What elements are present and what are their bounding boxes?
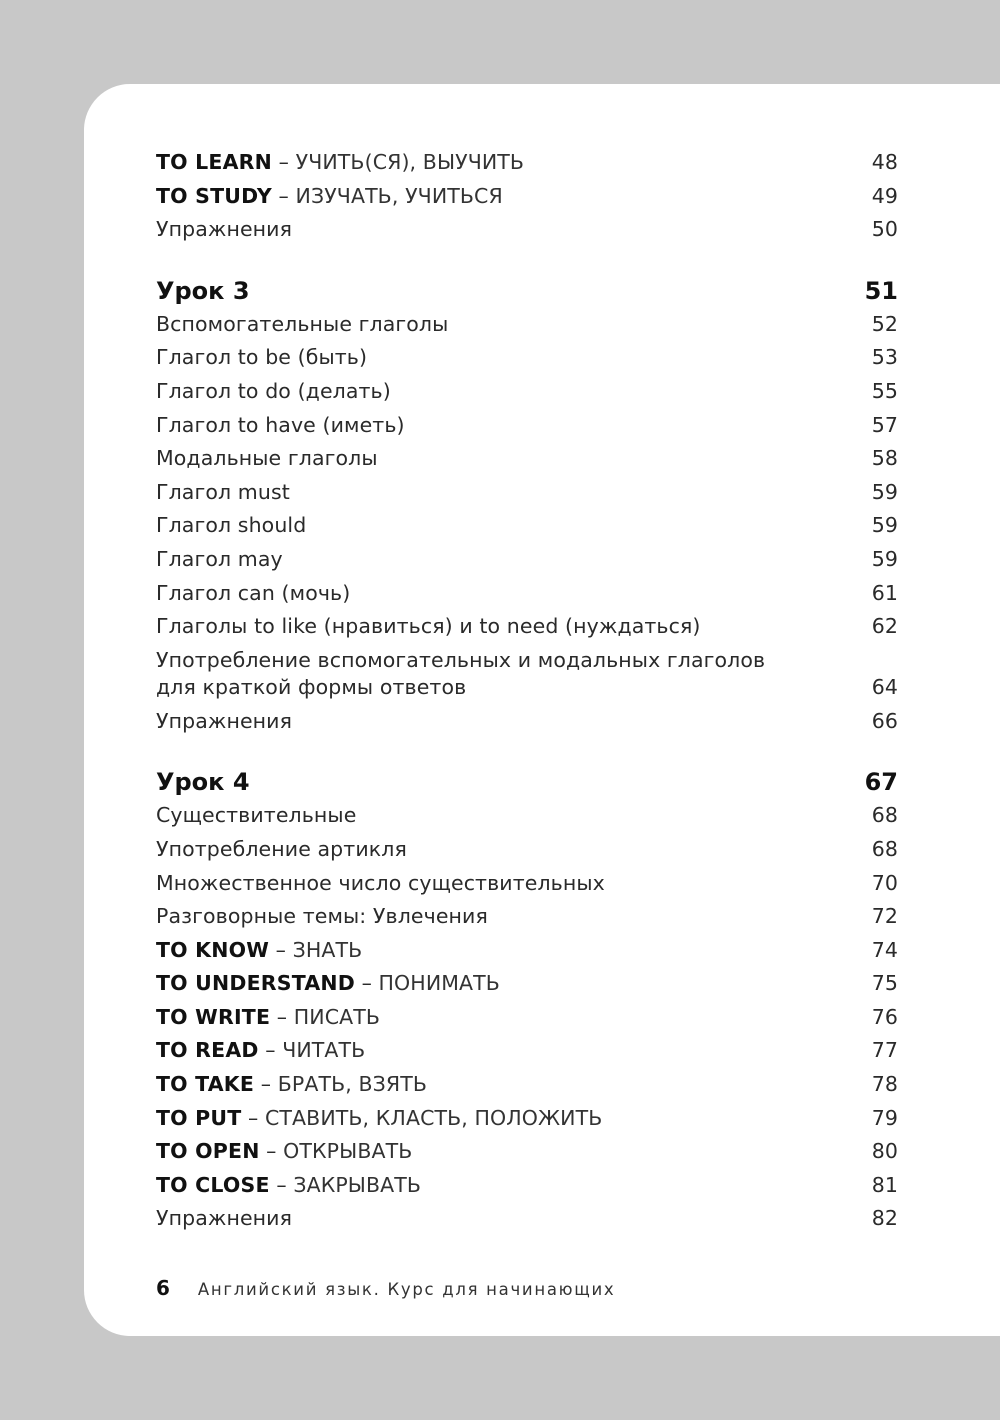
entry-translation: ПОНИМАТЬ <box>378 971 500 996</box>
toc-entry <box>156 476 898 510</box>
entry-keyword: TO PUT <box>156 1105 242 1130</box>
entry-page-number: 68 <box>871 836 898 861</box>
entry-page-number: 58 <box>871 446 898 471</box>
entry-translation: ЗАКРЫВАТЬ <box>293 1172 422 1197</box>
entry-page-number: 78 <box>871 1072 898 1097</box>
lesson-title: Урок 3 <box>156 276 250 305</box>
entry-keyword: TO LEARN <box>156 150 273 174</box>
entry-page-number: 77 <box>871 1038 898 1063</box>
entry-title: Глагол may <box>156 546 283 571</box>
entry-page-number: 49 <box>871 183 898 208</box>
toc-entry-verb: TO OPEN – ОТКРЫВАТЬ 80 <box>156 1135 898 1169</box>
toc-entry-verb: TO WRITE – ПИСАТЬ 76 <box>156 1001 898 1035</box>
entry-title: Упражнения <box>156 1206 293 1231</box>
toc-entry <box>156 799 898 833</box>
toc-entry-verb: TO UNDERSTAND – ПОНИМАТЬ 75 <box>156 967 898 1001</box>
entry-title: Множественное число существительных <box>156 870 605 895</box>
entry-title-line-2: для краткой формы ответов <box>156 674 467 699</box>
entry-title: Глагол to have (иметь) <box>156 412 405 437</box>
toc-entry-verb: TO TAKE – БРАТЬ, ВЗЯТЬ 78 <box>156 1068 898 1102</box>
toc-entry-multiline <box>156 644 898 705</box>
lesson-page-number: 51 <box>864 276 898 305</box>
entry-keyword: TO OPEN <box>156 1139 260 1164</box>
toc-entry-exercises <box>156 1202 898 1236</box>
toc-entry-to-study: TO STUDY – ИЗУЧАТЬ, УЧИТЬСЯ 49 <box>156 180 898 214</box>
toc-entry-verb: TO READ – ЧИТАТЬ 77 <box>156 1034 898 1068</box>
entry-page-number: 62 <box>871 614 898 639</box>
entry-title: Глаголы to like (нравиться) и to need (нуждаться) <box>156 614 701 639</box>
entry-title: Существительные <box>156 803 357 828</box>
entry-title: Разговорные темы: Увлечения <box>156 904 488 929</box>
entry-page-number: 59 <box>871 546 898 571</box>
toc-entry <box>156 610 898 644</box>
entry-translation: ПИСАТЬ <box>293 1004 381 1029</box>
entry-translation: СТАВИТЬ, КЛАСТЬ, ПОЛОЖИТЬ <box>265 1105 603 1130</box>
entry-title: Употребление артикля <box>156 836 407 861</box>
entry-title: Глагол to do (делать) <box>156 378 391 403</box>
entry-page-number: 57 <box>871 412 898 437</box>
entry-translation: УЧИТЬ(СЯ), ВЫУЧИТЬ <box>295 150 525 174</box>
entry-keyword: TO WRITE <box>156 1004 271 1029</box>
toc-entry-verb: TO CLOSE – ЗАКРЫВАТЬ 81 <box>156 1169 898 1203</box>
entry-translation: ЧИТАТЬ <box>282 1038 366 1063</box>
entry-title: Глагол can (мочь) <box>156 580 351 605</box>
entry-keyword: TO TAKE <box>156 1072 255 1097</box>
toc-entry <box>156 409 898 443</box>
entry-page-number: 52 <box>871 311 898 336</box>
entry-title-line-1: Употребление вспомогательных и модальных глаголов <box>156 647 766 672</box>
footer-book-title: Английский язык. Курс для начинающих <box>197 1280 616 1299</box>
entry-page-number: 66 <box>871 708 898 733</box>
entry-page-number: 50 <box>871 217 898 242</box>
page-footer <box>156 1276 615 1300</box>
lesson-3-heading <box>156 274 898 308</box>
toc-entry-to-learn: TO LEARN – УЧИТЬ(СЯ), ВЫУЧИТЬ 48 <box>156 146 898 180</box>
toc-entry-verb: TO PUT – СТАВИТЬ, КЛАСТЬ, ПОЛОЖИТЬ 79 <box>156 1102 898 1136</box>
toc-entry-exercises <box>156 213 898 247</box>
toc-entry <box>156 375 898 409</box>
table-of-contents <box>156 146 898 1236</box>
entry-title: Глагол to be (быть) <box>156 345 368 370</box>
entry-page-number: 59 <box>871 479 898 504</box>
toc-entry <box>156 867 898 901</box>
toc-entry-exercises <box>156 705 898 739</box>
entry-page-number: 81 <box>871 1172 898 1197</box>
toc-entry <box>156 509 898 543</box>
entry-page-number: 72 <box>871 904 898 929</box>
entry-page-number: 59 <box>871 513 898 538</box>
toc-entry <box>156 308 898 342</box>
entry-page-number: 75 <box>871 971 898 996</box>
entry-page-number: 48 <box>871 150 898 174</box>
entry-translation: ОТКРЫВАТЬ <box>283 1139 413 1164</box>
entry-page-number: 79 <box>871 1105 898 1130</box>
entry-translation: ЗНАТЬ <box>292 937 363 962</box>
entry-keyword: TO KNOW <box>156 937 270 962</box>
entry-page-number: 61 <box>871 580 898 605</box>
toc-entry <box>156 543 898 577</box>
toc-entry-verb: TO KNOW – ЗНАТЬ 74 <box>156 934 898 968</box>
toc-entry <box>156 833 898 867</box>
entry-page-number: 55 <box>871 378 898 403</box>
entry-title: Глагол must <box>156 479 290 504</box>
entry-title: Глагол should <box>156 513 307 538</box>
entry-page-number: 76 <box>871 1004 898 1029</box>
entry-translation: БРАТЬ, ВЗЯТЬ <box>277 1072 428 1097</box>
toc-entry <box>156 900 898 934</box>
lesson-4-heading <box>156 765 898 799</box>
entry-title: Модальные глаголы <box>156 446 378 471</box>
entry-keyword: TO CLOSE <box>156 1172 270 1197</box>
entry-page-number: 82 <box>871 1206 898 1231</box>
toc-entry <box>156 442 898 476</box>
entry-keyword: TO READ <box>156 1038 259 1063</box>
entry-page-number: 80 <box>871 1139 898 1164</box>
toc-entry <box>156 341 898 375</box>
entry-title: Вспомогательные глаголы <box>156 311 449 336</box>
entry-keyword: TO UNDERSTAND <box>156 971 355 996</box>
entry-page-number: 64 <box>871 674 898 699</box>
entry-page-number: 68 <box>871 803 898 828</box>
entry-page-number: 53 <box>871 345 898 370</box>
entry-title: Упражнения <box>156 217 293 242</box>
entry-title: Упражнения <box>156 708 293 733</box>
entry-page-number: 74 <box>871 937 898 962</box>
entry-page-number: 70 <box>871 870 898 895</box>
entry-translation: ИЗУЧАТЬ, УЧИТЬСЯ <box>295 183 503 208</box>
lesson-page-number: 67 <box>864 768 898 797</box>
lesson-title: Урок 4 <box>156 768 250 797</box>
entry-keyword: TO STUDY <box>156 183 272 208</box>
toc-entry <box>156 577 898 611</box>
footer-page-number: 6 <box>156 1276 170 1300</box>
